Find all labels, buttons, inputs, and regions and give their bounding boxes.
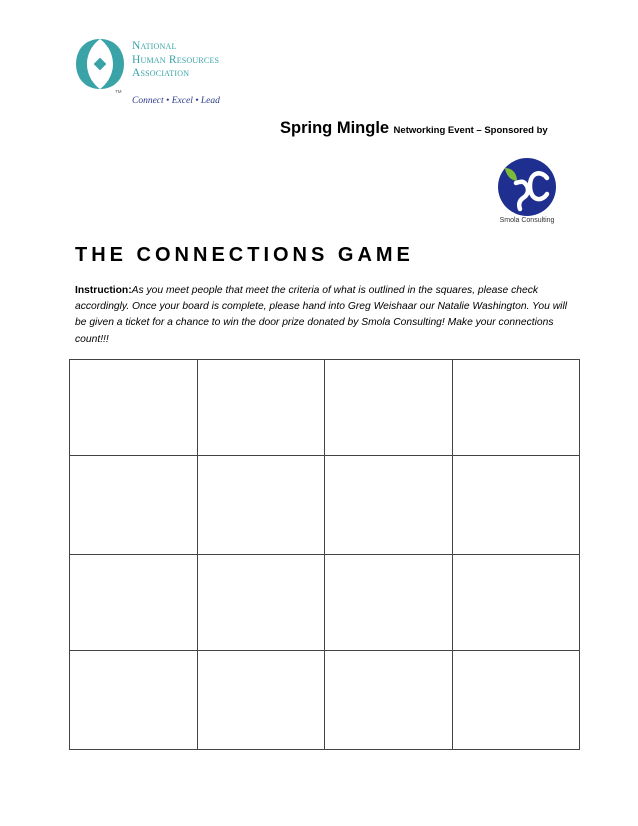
board-row: [70, 360, 580, 456]
page-title: THE CONNECTIONS GAME: [75, 244, 414, 266]
nhra-logo: [72, 36, 252, 110]
board-square[interactable]: [197, 360, 325, 456]
board-square[interactable]: [70, 360, 198, 456]
board-row: [70, 651, 580, 750]
instructions-body: As you meet people that meet the criteria of what is outlined in the squares, please check accordingly. Once your board is complete, please hand into Greg Weishaar our Natalie Washington. You will be given a ticket for a chance to win the door prize donated by Smola Consulting! Make your connections count!!!: [75, 285, 568, 345]
org-name-line: Association: [132, 67, 190, 79]
board-square[interactable]: [325, 360, 453, 456]
board-square[interactable]: [70, 456, 198, 555]
nhra-org-name: [132, 40, 257, 81]
board-row: [70, 555, 580, 651]
board-square[interactable]: [197, 555, 325, 651]
board-square[interactable]: [325, 456, 453, 555]
org-name-line: Human Resources: [132, 53, 220, 66]
board-square[interactable]: [452, 651, 580, 750]
board-square[interactable]: [197, 651, 325, 750]
board-square[interactable]: [70, 555, 198, 651]
board-square[interactable]: [197, 456, 325, 555]
board-square[interactable]: [452, 360, 580, 456]
sponsor-name: Smola Consulting: [499, 217, 555, 224]
trademark-mark: TM: [115, 89, 122, 94]
event-subtitle: Networking Event – Sponsored by: [393, 125, 548, 136]
instructions-lead: Instruction:: [75, 285, 132, 296]
org-name-line: National: [132, 40, 177, 52]
instructions: [75, 283, 575, 348]
board-square[interactable]: [70, 651, 198, 750]
event-name: Spring Mingle: [280, 119, 390, 137]
sponsor-logo: [494, 157, 560, 229]
event-heading: [280, 119, 548, 138]
board-square[interactable]: [325, 651, 453, 750]
board-square[interactable]: [452, 555, 580, 651]
org-tagline: Connect • Excel • Lead: [132, 96, 220, 106]
smola-emblem-icon: [494, 157, 560, 217]
board-row: [70, 456, 580, 555]
board-square[interactable]: [452, 456, 580, 555]
nhra-emblem-icon: [72, 36, 128, 92]
board-square[interactable]: [325, 555, 453, 651]
connections-board: [69, 359, 580, 750]
